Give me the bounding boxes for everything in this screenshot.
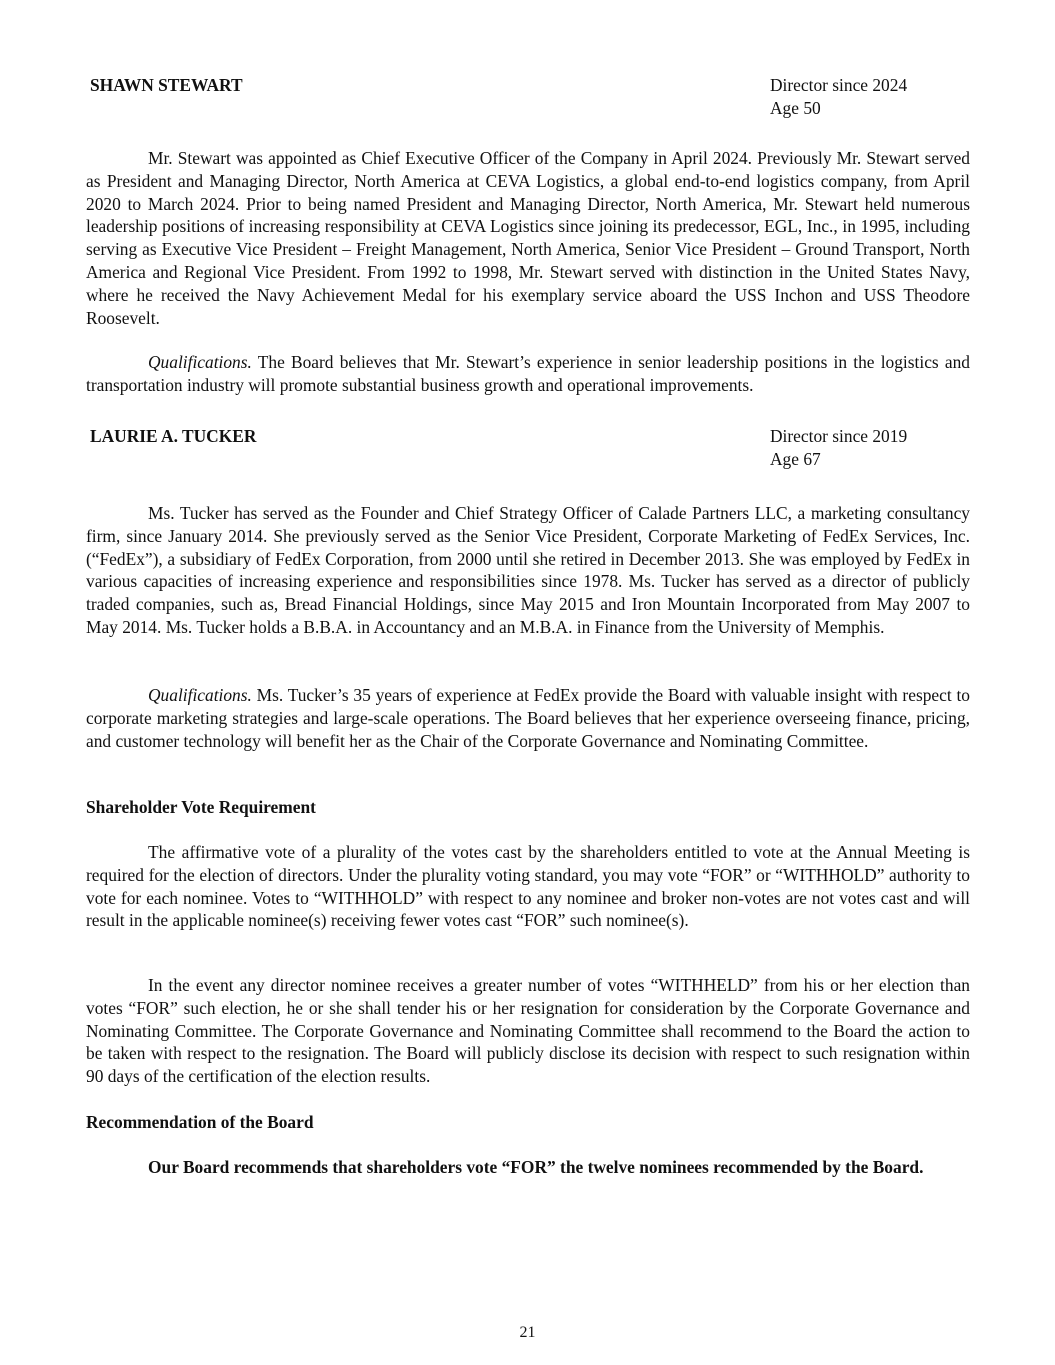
director-since: Director since 2019: [770, 426, 908, 446]
section-heading-vote-requirement: Shareholder Vote Requirement: [86, 797, 316, 817]
qualifications-text: The Board believes that Mr. Stewart’s experience in senior leadership positions in the logistics and transportation industry will promote substantial business growth and operational improvements.: [86, 352, 970, 395]
page-number: 21: [519, 1324, 536, 1341]
recommendation-paragraph: [86, 1156, 970, 1179]
section-heading-recommendation: Recommendation of the Board: [86, 1112, 314, 1132]
qualifications-label: Qualifications.: [148, 352, 252, 372]
director-age: Age 67: [770, 448, 821, 469]
director-bio: [86, 147, 970, 329]
director-qualifications: [86, 351, 970, 397]
director-meta: [770, 74, 907, 120]
vote-requirement-paragraph: [86, 974, 970, 1088]
director-bio-text: Mr. Stewart was appointed as Chief Executive Officer of the Company in April 2024. Previously Mr. Stewart served as President and Managing Director, North America at CEVA Logistics, a global end-to-end logistics company, from April 2020 to March 2024. Prior to being named President and Managing Director, North America, Mr. Stewart held numerous leadership positions of increasing responsibility at CEVA Logistics since joining its predecessor, EGL, Inc., in 1995, including serving as Executive Vice President – Freight Management, North America, Senior Vice President – Ground Transport, North America and Regional Vice President. From 1992 to 1998, Mr. Stewart served with distinction in the United States Navy, where he received the Navy Achievement Medal for his exemplary service aboard the USS Inchon and USS Theodore Roosevelt.: [86, 148, 970, 328]
director-since: Director since 2024: [770, 75, 908, 95]
director-name: LAURIE A. TUCKER: [90, 426, 257, 446]
vote-requirement-text: The affirmative vote of a plurality of the votes cast by the shareholders entitled to vote at the Annual Meeting is required for the election of directors. Under the plurality voting standard, you may vote “FOR” or “WITHHOLD” authority to vote for each nominee. Votes to “WITHHOLD” with respect to any nominee and broker non-votes are not votes cast and will result in the applicable nominee(s) receiving fewer votes cast “FOR” such nominee(s).: [86, 842, 970, 931]
director-name: SHAWN STEWART: [90, 75, 243, 95]
director-age: Age 50: [770, 97, 821, 118]
director-bio: [86, 502, 970, 639]
recommendation-text: Our Board recommends that shareholders vote “FOR” the twelve nominees recommended by the Board.: [148, 1157, 924, 1177]
vote-requirement-text: In the event any director nominee receives a greater number of votes “WITHHELD” from his or her election than votes “FOR” such election, he or she shall tender his or her resignation for consideration by the Corporate Governance and Nominating Committee. The Corporate Governance and Nominating Committee shall recommend to the Board the action to be taken with respect to the resignation. The Board will publicly disclose its decision with respect to such resignation within 90 days of the certification of the election results.: [86, 975, 970, 1087]
vote-requirement-paragraph: [86, 841, 970, 932]
director-qualifications: [86, 684, 970, 752]
qualifications-text: Ms. Tucker’s 35 years of experience at FedEx provide the Board with valuable insight with respect to corporate marketing strategies and large-scale operations. The Board believes that her experience overseeing finance, pricing, and customer technology will benefit her as the Chair of the Corporate Governance and Nominating Committee.: [86, 685, 970, 751]
director-meta: [770, 425, 907, 471]
qualifications-label: Qualifications.: [148, 685, 252, 705]
director-bio-text: Ms. Tucker has served as the Founder and Chief Strategy Officer of Calade Partners LLC, a marketing consultancy firm, since January 2014. She previously served as the Senior Vice President, Corporate Marketing of FedEx Services, Inc. (“FedEx”), a subsidiary of FedEx Corporation, from 2000 until she retired in December 2013. She was employed by FedEx in various capacities of increasing experience and responsibilities since 1978. Ms. Tucker has served as a director of publicly traded companies, such as, Bread Financial Holdings, since May 2015 and Iron Mountain Incorporated from May 2007 to May 2014. Ms. Tucker holds a B.B.A. in Accountancy and an M.B.A. in Finance from the University of Memphis.: [86, 503, 970, 637]
